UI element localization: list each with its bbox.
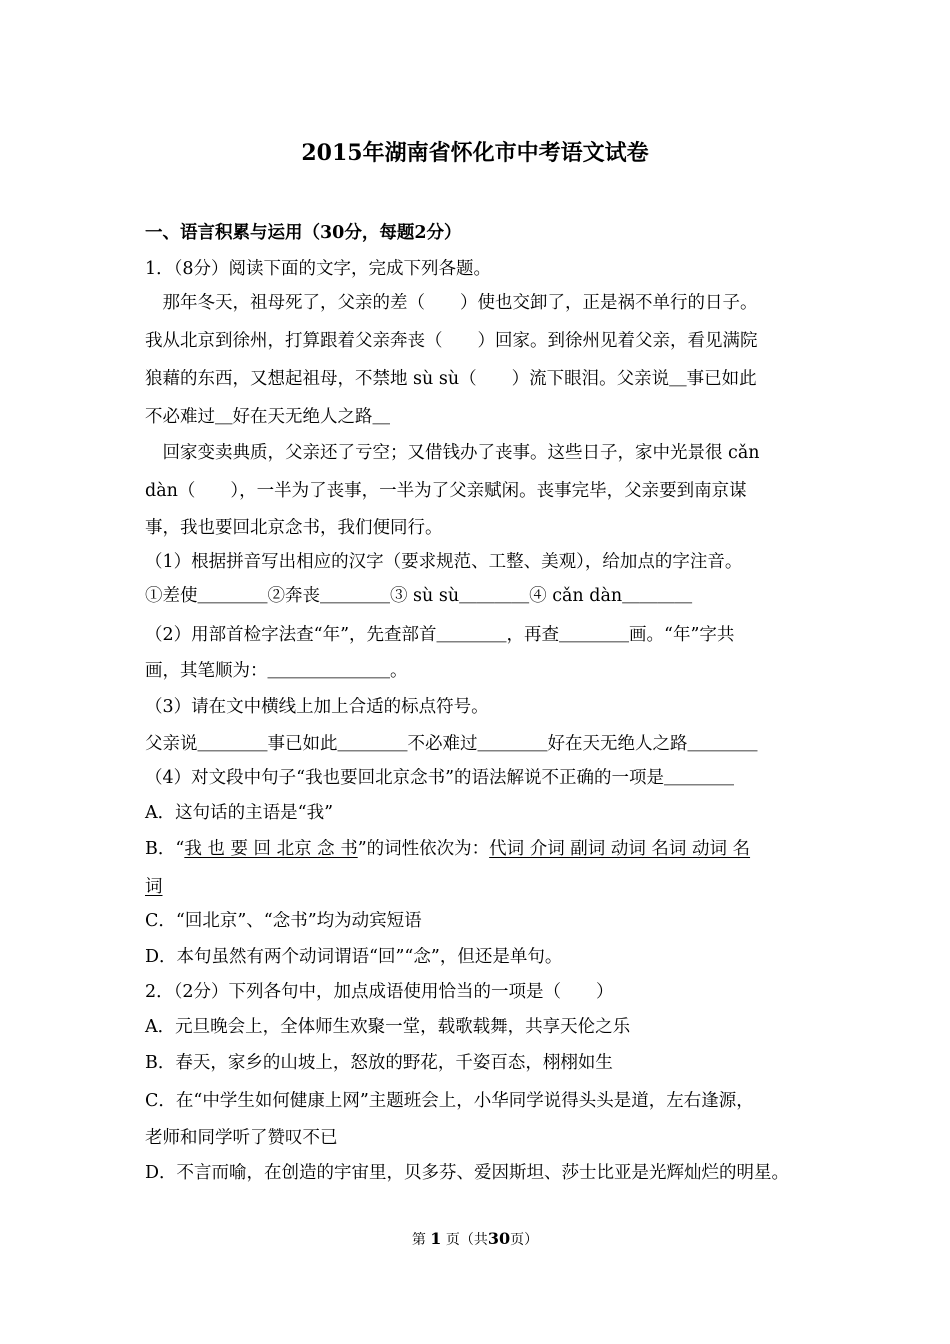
question-2-stem: 2．（2分）下列各句中，加点成语使用恰当的一项是（ ） bbox=[145, 982, 614, 1002]
q2-option-c-cont: 老师和同学听了赞叹不已 bbox=[145, 1128, 338, 1148]
passage-line: 不必难过＿好在天无绝人之路＿ bbox=[145, 407, 390, 427]
subquestion-3-blanks: 父亲说＿＿＿＿事已如此＿＿＿＿不必难过＿＿＿＿好在天无绝人之路＿＿＿＿ bbox=[145, 734, 758, 754]
footer-middle: 页（共 bbox=[445, 1232, 488, 1248]
option-b-parts-of-speech: 代词 介词 副词 动词 名词 动词 名 bbox=[489, 839, 751, 859]
footer-suffix: 页） bbox=[510, 1232, 539, 1248]
subquestion-2-cont: 画，其笔顺为：＿＿＿＿＿＿＿。 bbox=[145, 661, 408, 681]
option-b-continued: 词 bbox=[145, 877, 163, 897]
option-b-prefix: B．“ bbox=[145, 839, 185, 859]
page-title: 2015年湖南省怀化市中考语文试卷 bbox=[301, 140, 649, 166]
q2-option-b: B．春天，家乡的山坡上，怒放的野花，千姿百态，栩栩如生 bbox=[145, 1053, 613, 1073]
footer-prefix: 第 bbox=[411, 1232, 426, 1248]
subquestion-4: （4）对文段中句子“我也要回北京念书”的语法解说不正确的一项是＿＿＿＿ bbox=[145, 768, 735, 788]
option-c: C．“回北京”、“念书”均为动宾短语 bbox=[145, 911, 422, 931]
q2-option-c: C．在“中学生如何健康上网”主题班会上，小华同学说得头头是道，左右逢源， bbox=[145, 1091, 754, 1111]
option-d: D．本句虽然有两个动词谓语“回”“念”，但还是单句。 bbox=[145, 947, 563, 967]
subquestion-1-blanks: ①差使＿＿＿＿②奔丧＿＿＿＿③ sù sù＿＿＿＿④ cǎn dàn＿＿＿＿ bbox=[145, 586, 693, 606]
passage-line: 事，我也要回北京念书，我们便同行。 bbox=[145, 518, 443, 538]
subquestion-1: （1）根据拼音写出相应的汉字（要求规范、工整、美观），给加点的字注音。 bbox=[145, 552, 743, 572]
q2-option-a: A．元旦晚会上，全体师生欢聚一堂，载歌载舞，共享天伦之乐 bbox=[145, 1017, 631, 1037]
question-1-stem: 1．（8分）阅读下面的文字，完成下列各题。 bbox=[145, 259, 492, 279]
option-a: A．这句话的主语是“我” bbox=[145, 803, 334, 823]
subquestion-3: （3）请在文中横线上加上合适的标点符号。 bbox=[145, 697, 489, 717]
page-total: 30 bbox=[487, 1229, 511, 1248]
option-b-middle: ”的词性依次为： bbox=[357, 839, 490, 859]
passage-line: 我从北京到徐州，打算跟着父亲奔丧（ ）回家。到徐州见着父亲，看见满院 bbox=[145, 331, 758, 351]
section-heading: 一、语言积累与运用（30分，每题2分） bbox=[145, 223, 462, 243]
passage-line: 狼藉的东西，又想起祖母，不禁地 sù sù（ ）流下眼泪。父亲说＿事已如此 bbox=[145, 369, 757, 389]
passage-line: 那年冬天，祖母死了，父亲的差（ ）使也交卸了，正是祸不单行的日子。 bbox=[145, 293, 758, 313]
passage-line: 回家变卖典质，父亲还了亏空；又借钱办了丧事。这些日子，家中光景很 cǎn bbox=[145, 443, 760, 463]
passage-line: dàn（ ），一半为了丧事，一半为了父亲赋闲。丧事完毕，父亲要到南京谋 bbox=[145, 481, 747, 501]
page-number: 1 bbox=[430, 1229, 442, 1248]
subquestion-2: （2）用部首检字法查“年”，先查部首＿＿＿＿，再查＿＿＿＿画。“年”字共 bbox=[145, 625, 735, 645]
option-b-words: 我 也 要 回 北京 念 书 bbox=[184, 839, 358, 859]
option-b bbox=[145, 838, 750, 860]
q2-option-d: D．不言而喻，在创造的宇宙里，贝多芬、爱因斯坦、莎士比亚是光辉灿烂的明星。 bbox=[145, 1163, 790, 1183]
page-footer bbox=[0, 1229, 950, 1249]
